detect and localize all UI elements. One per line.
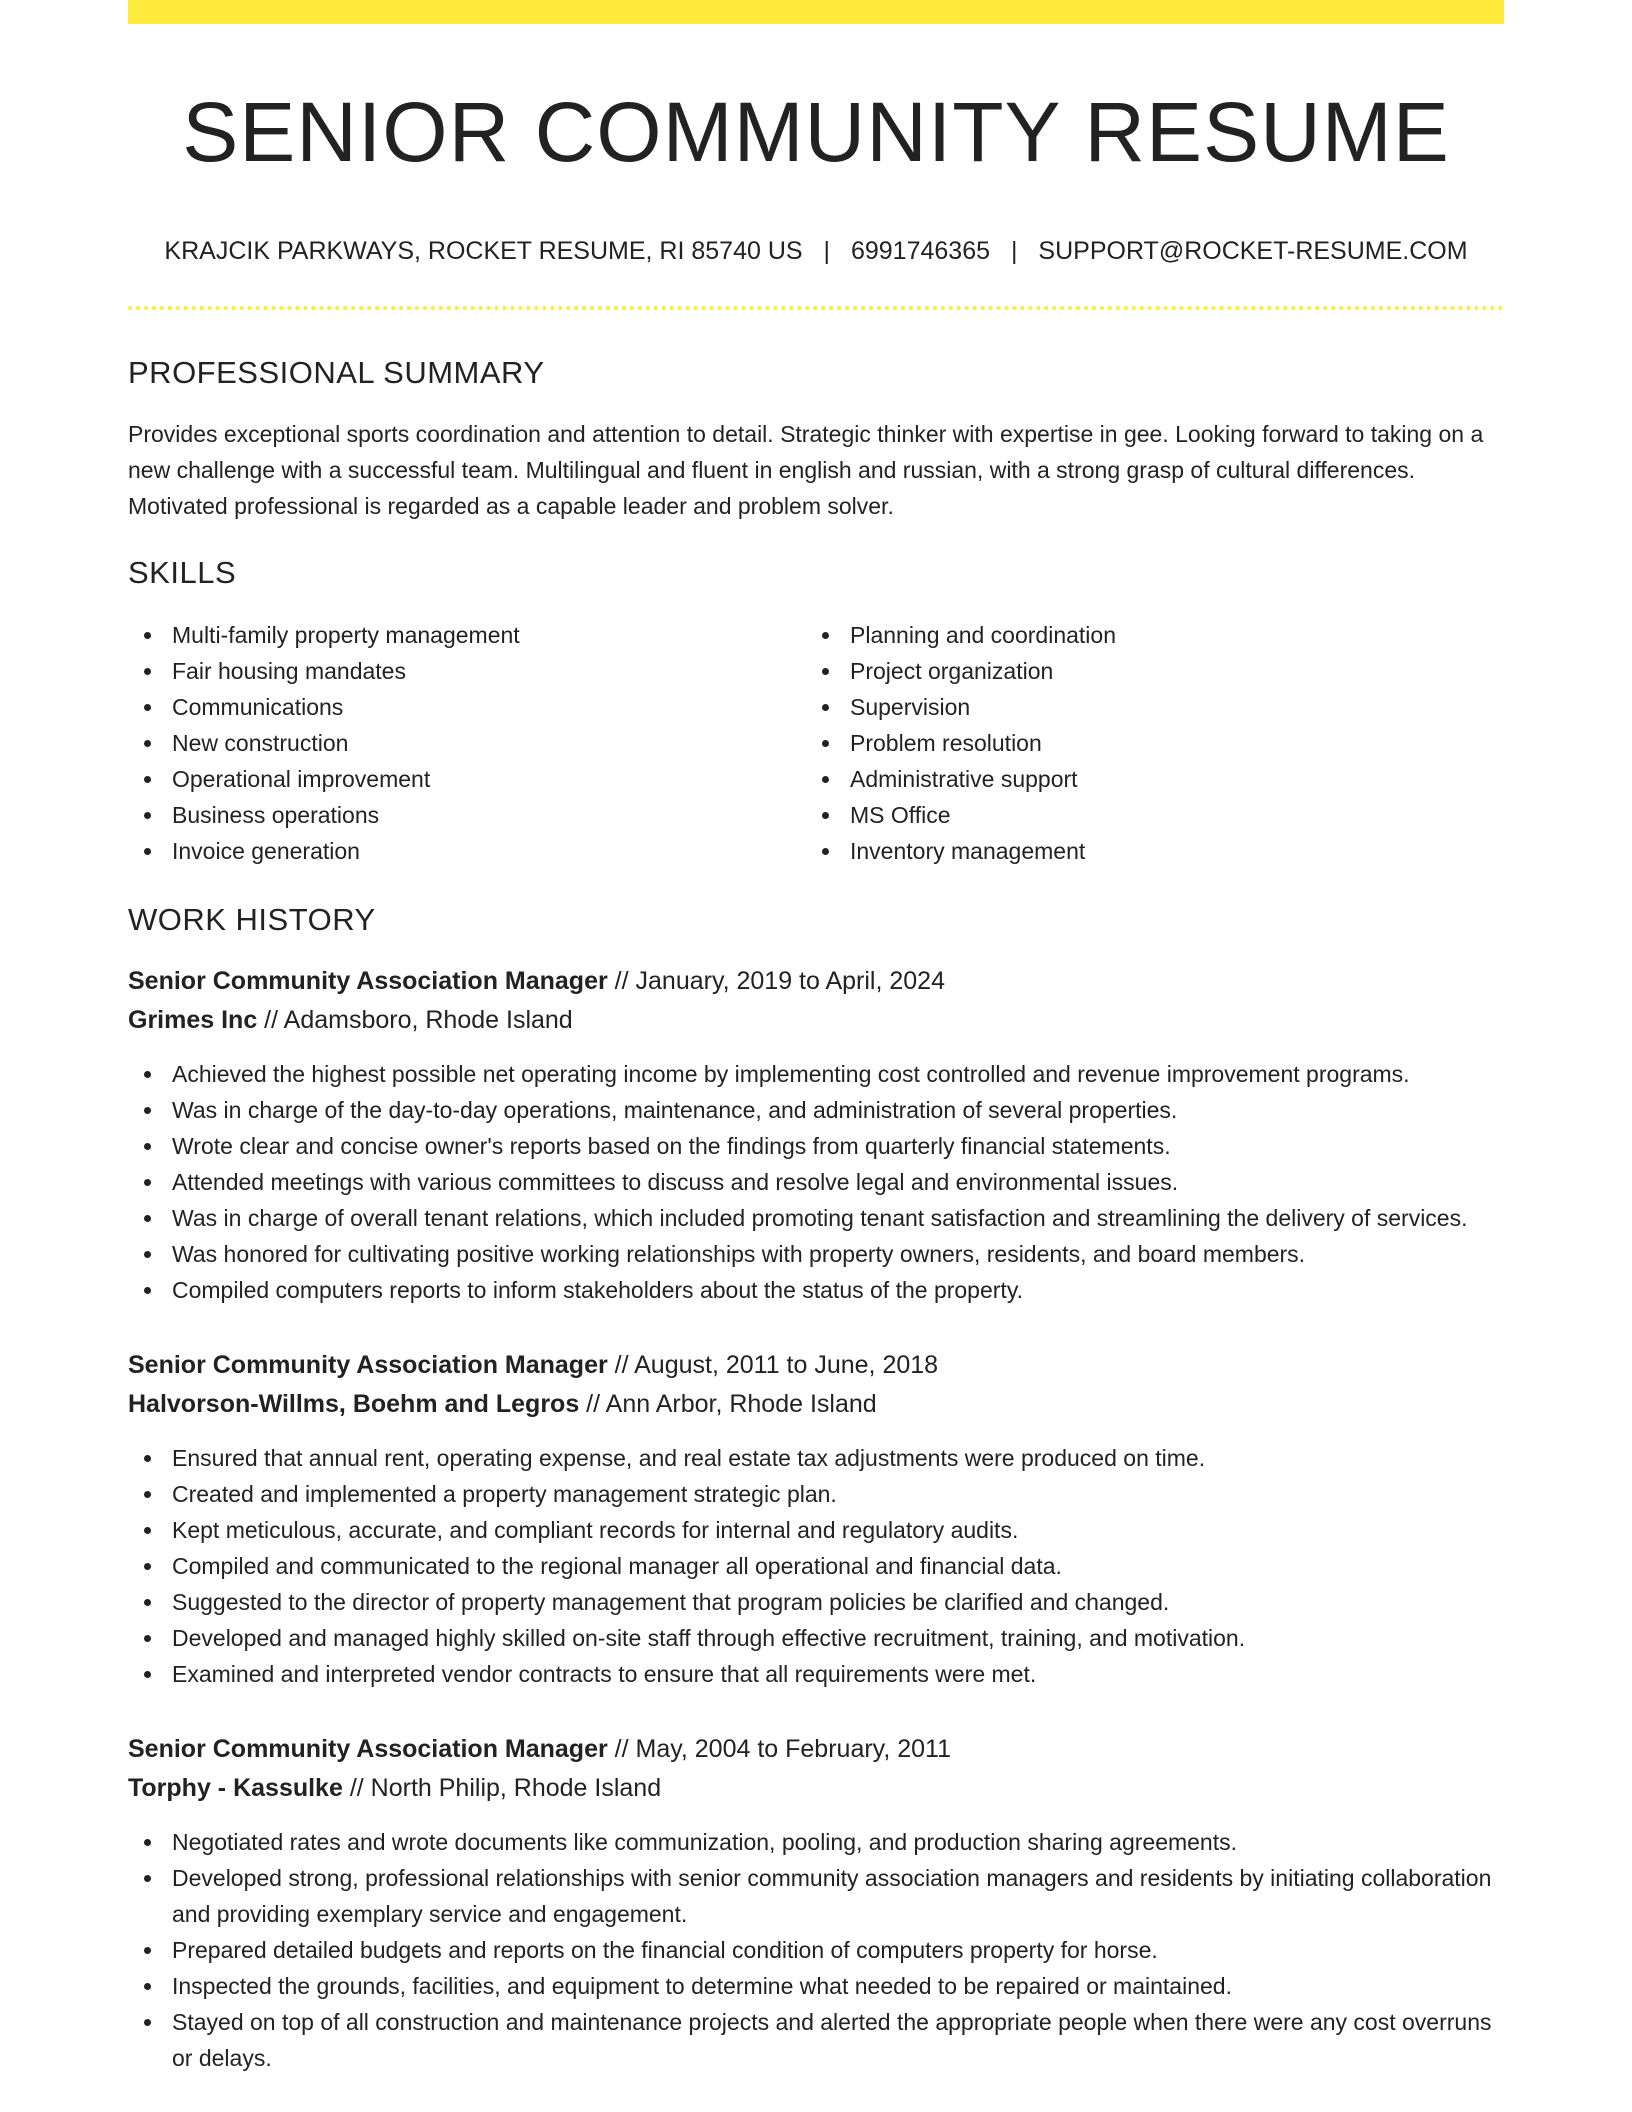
skills-column-right [806,617,1484,869]
job-bullets [128,1056,1504,1308]
work-history-heading: WORK HISTORY [128,901,376,937]
skill-item: MS Office [806,797,1484,833]
job-bullet: Developed and managed highly skilled on-site staff through effective recruitment, training, and motivation. [128,1620,1504,1656]
skills-column-left [128,617,806,869]
job-bullet: Examined and interpreted vendor contracts to ensure that all requirements were met. [128,1656,1504,1692]
job-bullet: Prepared detailed budgets and reports on the financial condition of computers property for horse. [128,1932,1504,1968]
job-bullet: Compiled and communicated to the regional manager all operational and financial data. [128,1548,1504,1584]
skill-item: Business operations [128,797,806,833]
contact-separator: | [823,237,831,266]
job-company: Halvorson-Willms, Boehm and Legros [128,1389,580,1418]
skill-item: Administrative support [806,761,1484,797]
job-bullet: Was in charge of the day-to-day operations, maintenance, and administration of several properties. [128,1092,1504,1128]
skill-item: Multi-family property management [128,617,806,653]
skill-item: Supervision [806,689,1484,725]
skill-item: Invoice generation [128,833,806,869]
job-company-line [128,1769,1504,1808]
job-separator: // [342,1773,371,1802]
job-location: Adamsboro, Rhode Island [283,1005,573,1034]
resume-page [128,0,1504,2076]
job-entry [128,1730,1504,2076]
job-bullet: Was honored for cultivating positive working relationships with property owners, residents, and board members. [128,1236,1504,1272]
skills-list [128,617,1504,869]
contact-line [128,236,1504,266]
job-separator: // [607,1734,636,1763]
dotted-divider [128,306,1504,310]
summary-heading: PROFESSIONAL SUMMARY [128,355,545,391]
skill-item: Inventory management [806,833,1484,869]
job-entry [128,962,1504,1308]
job-role-line [128,1346,1504,1385]
resume-title: SENIOR COMMUNITY RESUME [182,85,1450,179]
contact-address: KRAJCIK PARKWAYS, ROCKET RESUME, RI 85740 US [164,237,803,266]
job-bullet: Created and implemented a property management strategic plan. [128,1476,1504,1512]
job-bullet: Wrote clear and concise owner's reports based on the findings from quarterly financial statements. [128,1128,1504,1164]
job-bullet: Stayed on top of all construction and maintenance projects and alerted the appropriate people when there were any cost overruns or delays. [128,2004,1504,2076]
skill-item: Planning and coordination [806,617,1484,653]
skill-item: New construction [128,725,806,761]
skill-item: Project organization [806,653,1484,689]
job-bullet: Ensured that annual rent, operating expense, and real estate tax adjustments were produced on time. [128,1440,1504,1476]
summary-text: Provides exceptional sports coordination and attention to detail. Strategic thinker with expertise in gee. Looking forward to taking on a new challenge with a successful team. Multilingual and fluent in english and russian, with a strong grasp of cultural differences. Motivated professional is regarded as a capable leader and problem solver. [128,420,1484,519]
skills-heading: SKILLS [128,554,237,590]
job-separator: // [607,1350,635,1379]
job-bullet: Kept meticulous, accurate, and compliant records for internal and regulatory audits. [128,1512,1504,1548]
job-role-line [128,962,1504,1001]
skill-item: Fair housing mandates [128,653,806,689]
job-separator: // [579,1389,606,1418]
skill-item: Communications [128,689,806,725]
job-entry [128,1346,1504,1692]
job-location: Ann Arbor, Rhode Island [605,1389,877,1418]
contact-phone: 6991746365 [850,237,991,266]
job-bullet: Was in charge of overall tenant relations, which included promoting tenant satisfaction and streamlining the delivery of services. [128,1200,1504,1236]
contact-email: SUPPORT@ROCKET-RESUME.COM [1038,237,1468,266]
job-location: North Philip, Rhode Island [370,1773,662,1802]
job-bullet: Attended meetings with various committees to discuss and resolve legal and environmental issues. [128,1164,1504,1200]
job-role-line [128,1730,1504,1769]
job-role: Senior Community Association Manager [128,1734,608,1763]
job-bullet: Inspected the grounds, facilities, and equipment to determine what needed to be repaired or maintained. [128,1968,1504,2004]
job-dates: May, 2004 to February, 2011 [635,1734,951,1763]
skill-item: Operational improvement [128,761,806,797]
top-accent-bar [128,0,1504,24]
job-company-line [128,1385,1504,1424]
job-dates: August, 2011 to June, 2018 [634,1350,939,1379]
job-bullets [128,1440,1504,1692]
job-separator: // [607,966,636,995]
skill-item: Problem resolution [806,725,1484,761]
job-bullet: Compiled computers reports to inform stakeholders about the status of the property. [128,1272,1504,1308]
job-dates: January, 2019 to April, 2024 [635,966,945,995]
job-bullets [128,1824,1504,2076]
job-role: Senior Community Association Manager [128,966,608,995]
job-company: Torphy - Kassulke [128,1773,343,1802]
job-role: Senior Community Association Manager [128,1350,608,1379]
job-bullet: Achieved the highest possible net operating income by implementing cost controlled and revenue improvement programs. [128,1056,1504,1092]
job-bullet: Negotiated rates and wrote documents like communization, pooling, and production sharing agreements. [128,1824,1504,1860]
job-bullet: Developed strong, professional relationships with senior community association managers and residents by initiating collaboration and providing exemplary service and engagement. [128,1860,1504,1932]
job-bullet: Suggested to the director of property management that program policies be clarified and changed. [128,1584,1504,1620]
job-company-line [128,1001,1504,1040]
job-separator: // [257,1005,284,1034]
job-company: Grimes Inc [128,1005,258,1034]
contact-separator: | [1010,237,1018,266]
